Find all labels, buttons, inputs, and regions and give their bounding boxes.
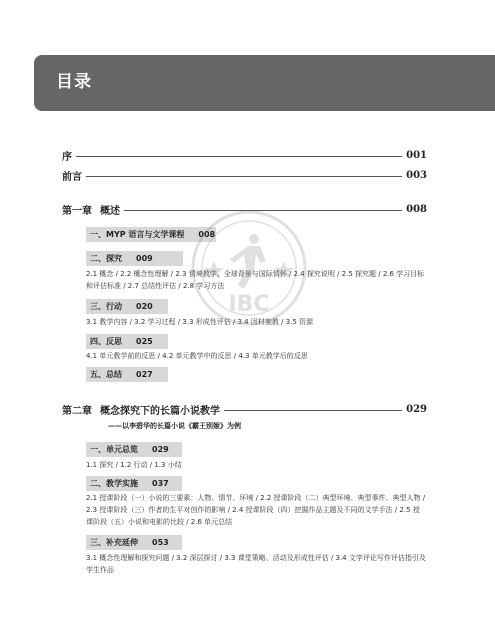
chapter-title: 概述	[100, 205, 120, 217]
section-title: 二、探究	[90, 254, 122, 263]
section-header[interactable]	[86, 334, 168, 349]
entry-page: 003	[406, 169, 427, 181]
section-title: 二、教学实施	[90, 479, 138, 488]
chapter-number: 第二章	[62, 405, 92, 417]
section-title: 三、行动	[90, 302, 122, 311]
dot-leader	[76, 156, 402, 157]
section-page: 037	[152, 479, 169, 488]
section-page: 025	[136, 337, 153, 346]
page-title: 目录	[56, 72, 92, 92]
section-items: 4.1 单元教学前的反思 / 4.2 单元教学中的反思 / 4.3 单元教学后的反思	[86, 352, 308, 360]
section-title: 一、MYP 语言与文学课程	[90, 230, 185, 239]
dot-leader	[224, 410, 402, 411]
entry-page: 029	[406, 403, 427, 415]
entry-label: 前言	[62, 171, 82, 183]
section-page: 027	[136, 370, 153, 379]
section-page: 009	[136, 254, 153, 263]
section-header[interactable]	[86, 476, 182, 491]
section-title: 五、总结	[90, 370, 122, 379]
section-header[interactable]	[86, 367, 168, 382]
section-page: 029	[152, 445, 169, 454]
title-banner	[34, 55, 495, 111]
chapter-subtitle: ——以李碧华的长篇小说《霸王别姬》为例	[108, 421, 241, 430]
section-header[interactable]	[86, 442, 182, 457]
section-page: 020	[136, 302, 153, 311]
toc-entry-chapter-2[interactable]	[62, 401, 427, 417]
section-title: 一、单元总览	[90, 445, 138, 454]
ibc-watermark-logo	[190, 209, 308, 327]
toc-entry-preface[interactable]	[62, 147, 427, 163]
section-items: 1.1 探究 / 1.2 行动 / 1.3 小结	[86, 461, 182, 469]
watermark-text: IBC	[228, 292, 270, 317]
section-header[interactable]	[86, 251, 183, 266]
toc-entry-foreword[interactable]	[62, 167, 427, 183]
section-header[interactable]	[86, 299, 168, 314]
section-items: 3.1 教学内容 / 3.2 学习过程 / 3.3 形成性评估 / 3.4 因材施教 / 3.5 资源	[86, 318, 314, 326]
entry-page: 001	[406, 149, 427, 161]
entry-page: 008	[406, 203, 427, 215]
section-title: 三、补充延伸	[90, 538, 138, 547]
section-items: 2.1 概念 / 2.2 概念性理解 / 2.3 情境教学、全球背景与国际情怀 / 2.4 探究说明 / 2.5 探究题 / 2.6 学习目标和评估标准 / 2.7 总结性评估 / 2.8 学习方法	[86, 270, 425, 290]
section-items: 2.1 授课阶段（一）小说的三要素：人物、情节、环境 / 2.2 授课阶段（二）典型环境、典型事件、典型人物 / 2.3 授课阶段（三）作者的生平对创作的影响 / 2.4 授课阶段（四）挖掘作品主题及不同的文学手法 / 2.5 授课阶段（五）小说和电影的比较 / 2.6 单元总结	[86, 494, 426, 526]
section-page: 008	[198, 230, 216, 239]
section-page: 053	[152, 538, 169, 547]
section-items: 3.1 概念性理解和探究问题 / 3.2 深层探讨 / 3.3 课堂策略、活动及形成性评估 / 3.4 文学评论写作评估指引及学生作品	[86, 554, 426, 574]
entry-label: 序	[62, 151, 72, 163]
section-title: 四、反思	[90, 337, 122, 346]
dot-leader	[86, 176, 402, 177]
chapter-number: 第一章	[62, 205, 92, 217]
chapter-title: 概念探究下的长篇小说教学	[100, 405, 220, 417]
section-header[interactable]	[86, 535, 182, 550]
